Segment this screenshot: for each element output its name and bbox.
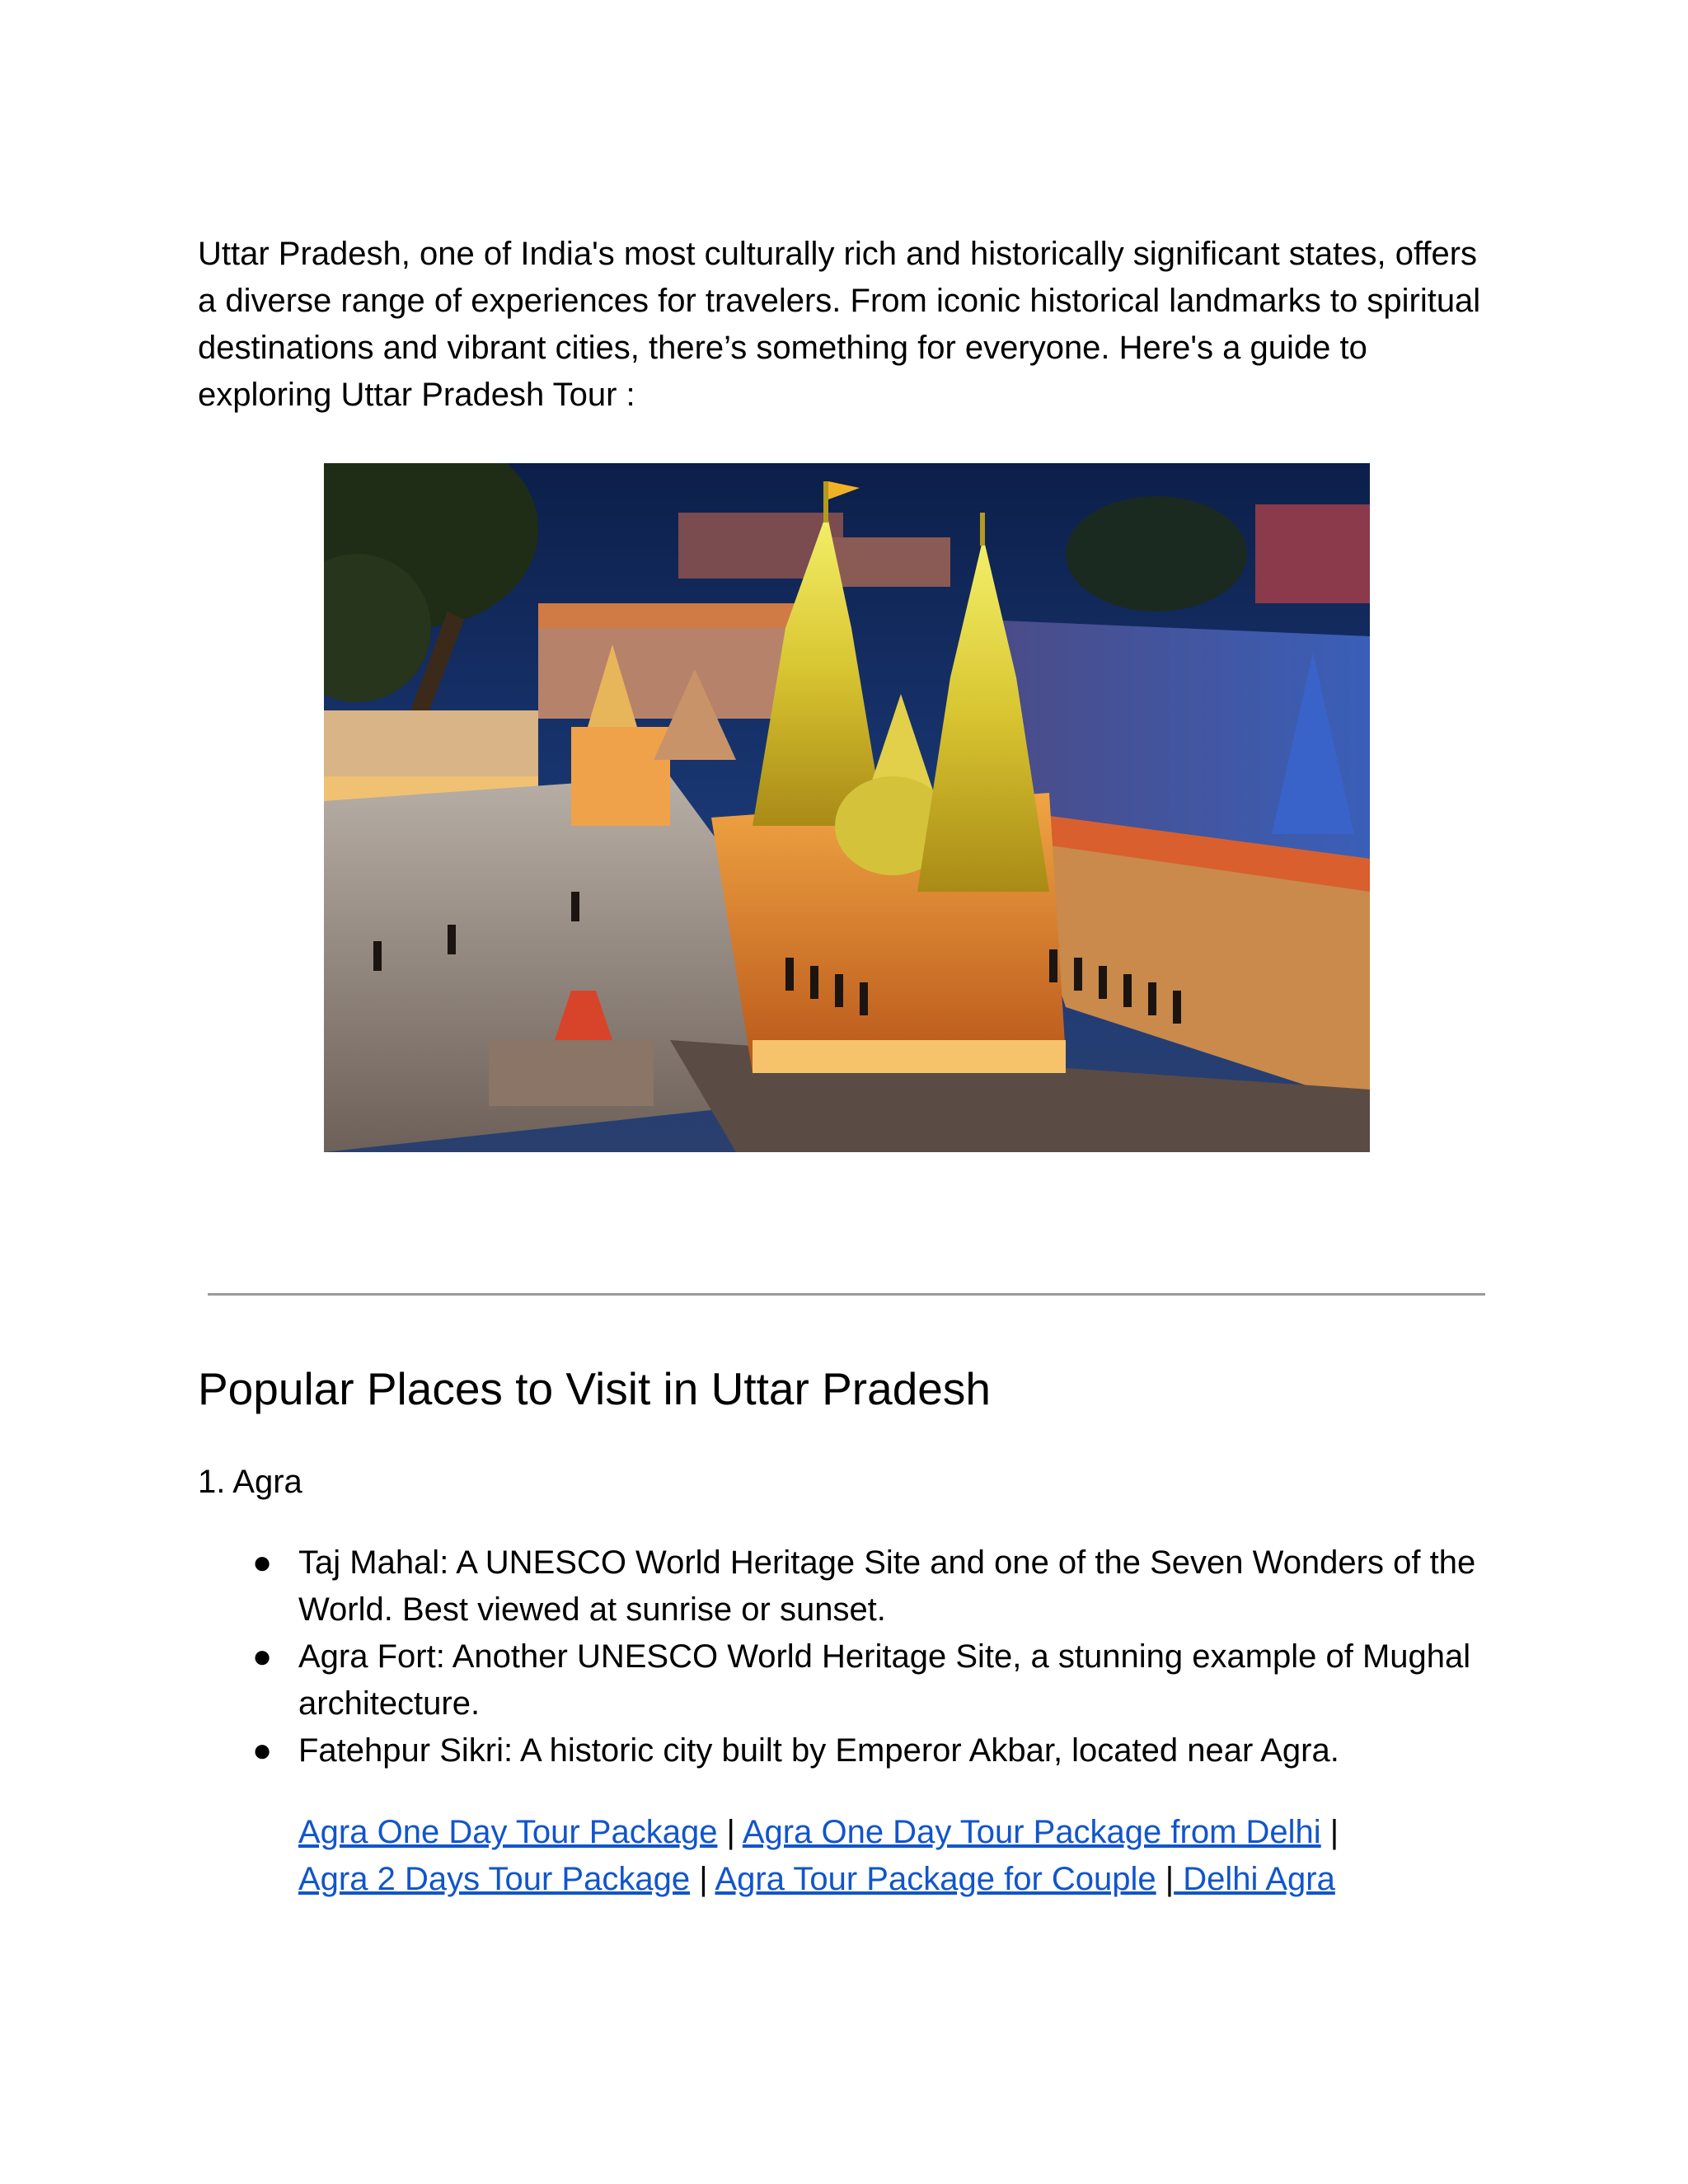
link-agra-2-days-tour[interactable]: Agra 2 Days Tour Package (298, 1861, 691, 1897)
link-separator: | (690, 1861, 715, 1897)
bullet-icon: ● (252, 1544, 273, 1581)
link-agra-one-day-tour[interactable]: Agra One Day Tour Package (298, 1814, 718, 1850)
list-item-text: Agra Fort: Another UNESCO World Heritage Site, a stunning example of Mughal architecture. (298, 1638, 1471, 1722)
list-item (198, 1540, 1517, 1633)
link-agra-tour-for-couple[interactable]: Agra Tour Package for Couple (715, 1861, 1156, 1897)
list-item-text: Taj Mahal: A UNESCO World Heritage Site and one of the Seven Wonders of the World. Best viewed at sunrise or sunset. (298, 1544, 1476, 1628)
link-delhi-agra[interactable]: Delhi Agra (1174, 1861, 1335, 1897)
section-heading: Popular Places to Visit in Uttar Pradesh (198, 1363, 991, 1414)
temple-photo (324, 463, 1370, 1152)
bullet-icon: ● (252, 1638, 273, 1675)
link-agra-one-day-tour-from-delhi[interactable]: Agra One Day Tour Package from Delhi (742, 1814, 1321, 1850)
agra-attractions-list (198, 1540, 1517, 1774)
subsection-title-agra: 1. Agra (198, 1464, 302, 1500)
link-separator: | (1320, 1814, 1339, 1850)
list-item (198, 1633, 1517, 1727)
list-item-text: Fatehpur Sikri: A historic city built by Emperor Akbar, located near Agra. (298, 1732, 1339, 1769)
list-item (198, 1727, 1517, 1774)
intro-paragraph: Uttar Pradesh, one of India's most culturally rich and historically significant states, offers a diverse range of experiences for travelers. From iconic historical landmarks to spiritual destinations and vibrant cities, there’s something for everyone. Here's a guide to exploring Uttar Pradesh Tour : (198, 236, 1481, 413)
tour-package-links (298, 1809, 1518, 1903)
link-separator: | (717, 1814, 743, 1850)
horizontal-divider (208, 1293, 1485, 1296)
bullet-icon: ● (252, 1732, 273, 1769)
link-separator: | (1156, 1861, 1175, 1897)
